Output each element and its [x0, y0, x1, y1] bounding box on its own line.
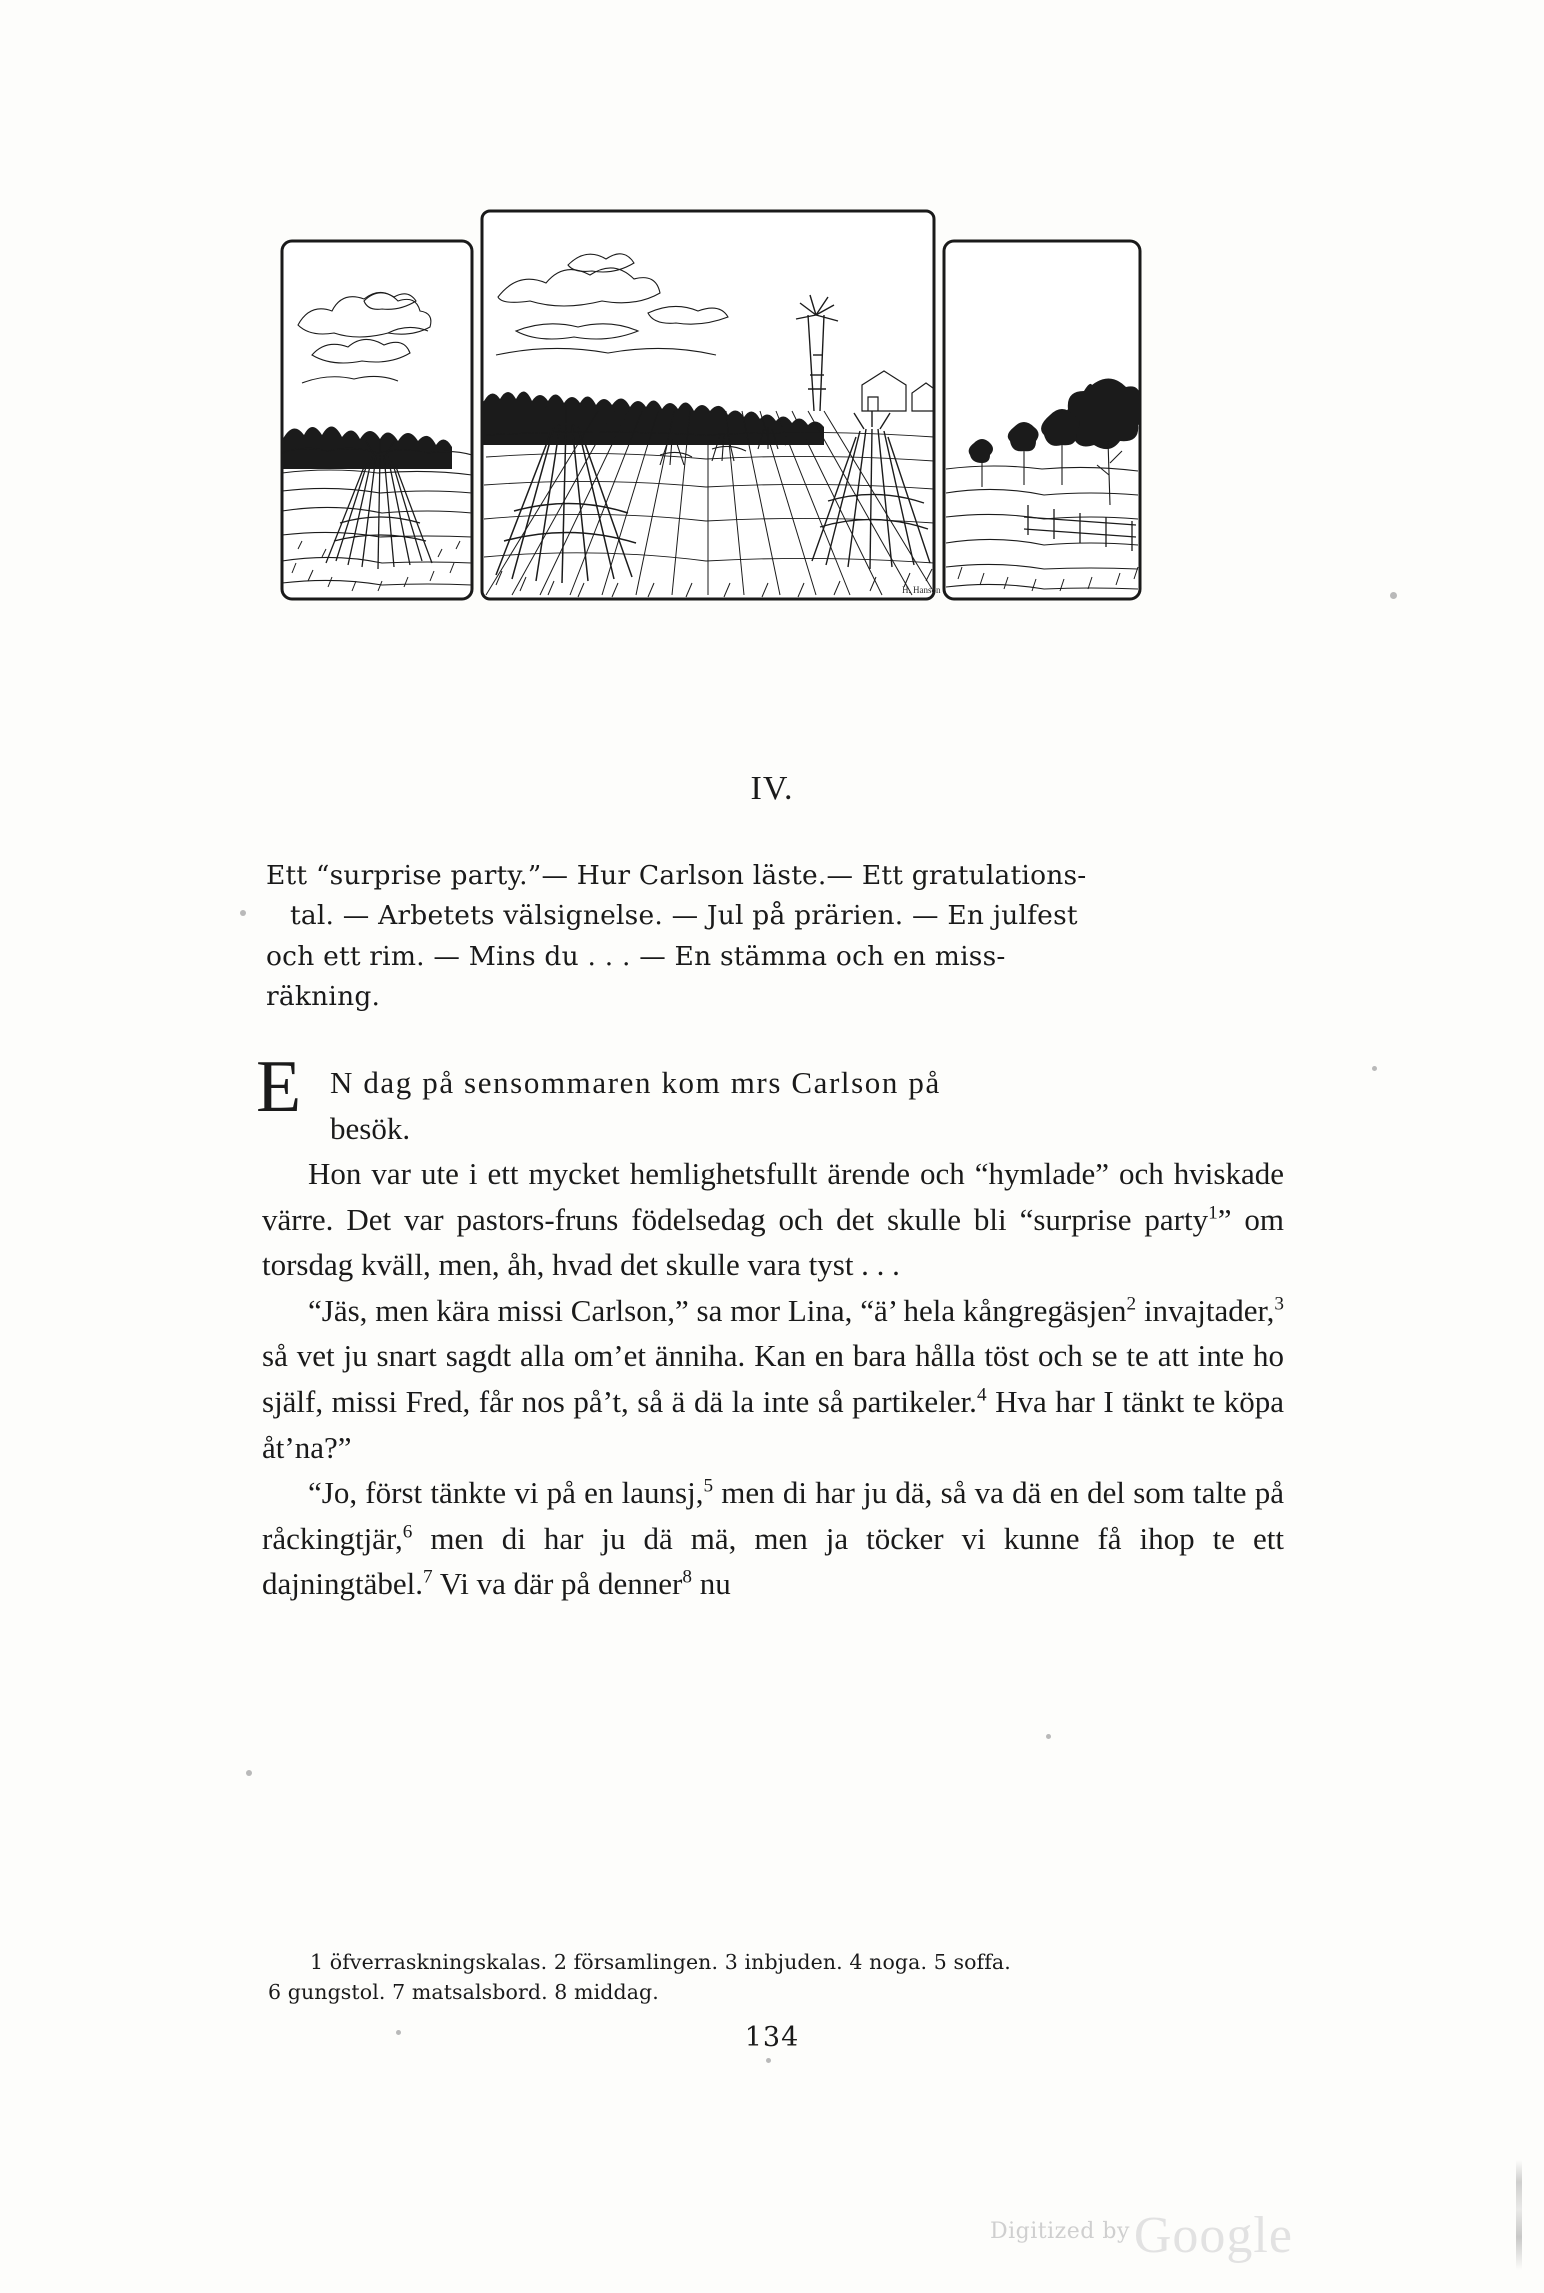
footnote-ref-4[interactable]: 4 — [976, 1384, 987, 1406]
argument-line-1: Ett “surprise party.”— Hur Carlson läste.— Ett gratulations- — [266, 860, 1087, 891]
paragraph-3-part-d: Hva har I tänkt te köpa åt’na?” — [262, 1383, 1285, 1465]
paragraph-2-text-after: ” om torsdag kväll, men, åh, hvad det skulle vara tyst . . . — [262, 1201, 1284, 1283]
footnote-ref-8[interactable]: 8 — [682, 1566, 692, 1588]
paragraph-1-line-2: besök. — [330, 1110, 411, 1146]
scan-edge-artifact — [1516, 2160, 1522, 2270]
paragraph-1 — [256, 1046, 1284, 1151]
footnote-ref-1[interactable]: 1 — [1208, 1202, 1218, 1224]
illustration-right-panel — [944, 241, 1147, 599]
artist-signature: H. Hanson — [902, 585, 941, 595]
argument-line-2: tal. — Arbetets välsignelse. — Jul på prärien. — En julfest — [290, 900, 1078, 932]
paragraph-4-part-c: men di har ju dä mä, men ja töcker vi kunne få ihop te ett dajningtäbel. — [262, 1520, 1284, 1602]
paragraph-3-part-c: så vet ju snart sagdt alla om’et änniha. Kan en bara hålla töst och se te att inte ho själf, missi Fred, får nos på’t, så ä dä la inte så partikeler. — [262, 1338, 1284, 1419]
paragraph-2-text: Hon var ute i ett mycket hemlighetsfullt ärende och “hymlade” och hviskade värre. Det var pastors-fruns födelsedag och det skulle bli “surprise party — [262, 1156, 1284, 1237]
paragraph-3-part-b: invajtader, — [1136, 1292, 1275, 1328]
paragraph-4 — [262, 1470, 1284, 1607]
illustration-artwork — [268, 205, 1283, 655]
paragraph-3-part-a: “Jäs, men kära missi Carlson,” sa mor Lina, “ä’ hela kångregäsjen — [308, 1292, 1127, 1328]
footnote-line-1: 1 öfverraskningskalas. 2 församlingen. 3 inbjuden. 4 noga. 5 soffa. — [310, 1950, 1011, 1974]
paragraph-4-part-e: nu — [691, 1566, 731, 1602]
watermark-prefix: Digitized by — [990, 2219, 1130, 2244]
argument-line-4: räkning. — [266, 980, 381, 1012]
footnotes — [268, 1948, 1288, 2007]
paragraph-2 — [262, 1151, 1284, 1288]
footnote-ref-7[interactable]: 7 — [422, 1566, 433, 1588]
paragraph-4-part-b: men di har ju dä, så va dä en del som talte på råckingtjär, — [262, 1475, 1284, 1556]
scan-speck — [240, 910, 246, 916]
footnote-ref-6[interactable]: 6 — [402, 1521, 413, 1543]
body-text — [256, 1046, 1285, 1607]
scan-speck — [1046, 1734, 1051, 1739]
scan-speck — [396, 2030, 401, 2035]
scan-speck — [1390, 592, 1397, 599]
drop-capital: E — [256, 1046, 302, 1128]
page-number: 134 — [744, 2022, 800, 2053]
chapter-number: IV. — [750, 770, 794, 807]
scan-speck — [1372, 1066, 1377, 1071]
watermark-brand: Google — [1133, 2207, 1293, 2264]
footnote-ref-2[interactable]: 2 — [1126, 1293, 1137, 1315]
chapter-argument — [266, 856, 1278, 1017]
paragraph-1-line-1: N dag på sensommaren kom mrs Carlson på — [330, 1065, 941, 1100]
argument-line-3: och ett rim. — Mins du . . . — En stämma och en miss- — [266, 940, 1006, 972]
scan-speck — [246, 1770, 252, 1776]
footnote-ref-5[interactable]: 5 — [703, 1475, 714, 1497]
digitized-by-watermark — [990, 2206, 1293, 2265]
footnote-line-2: 6 gungstol. 7 matsalsbord. 8 middag. — [268, 1979, 659, 2004]
paragraph-4-part-d: Vi va där på denner — [432, 1566, 683, 1602]
illustration-left-panel — [268, 241, 472, 599]
chapter-illustration — [268, 205, 1283, 655]
footnote-ref-3[interactable]: 3 — [1274, 1293, 1284, 1315]
paragraph-4-part-a: “Jo, först tänkte vi på en launsj, — [308, 1475, 704, 1511]
scan-speck — [766, 2058, 771, 2063]
paragraph-3 — [262, 1288, 1284, 1470]
